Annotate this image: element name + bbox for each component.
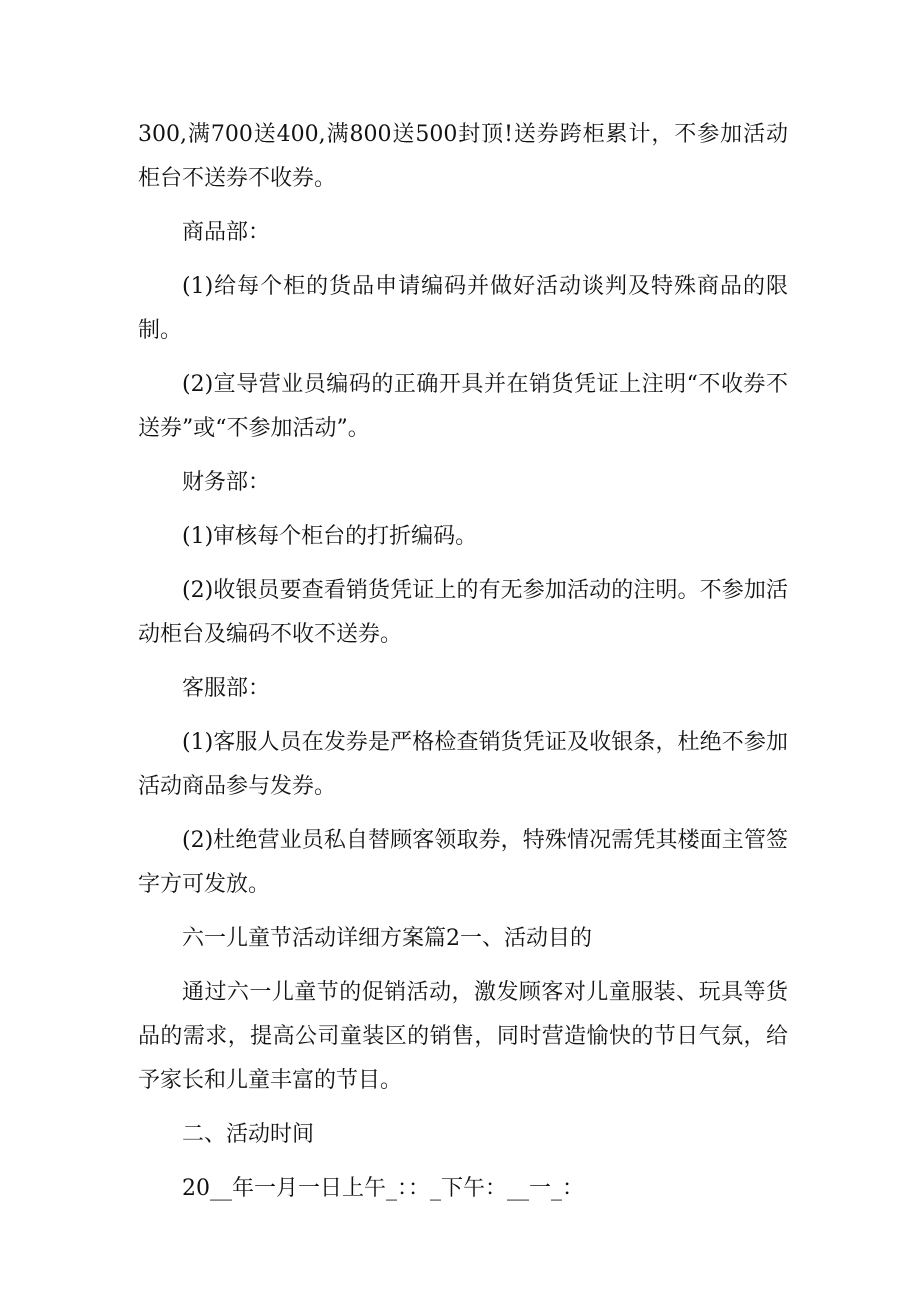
heading-finance-dept: 财务部： [182,470,271,495]
paragraph-finance-1: (1)审核每个柜台的打折编码。 [182,524,478,549]
heading-plan-2-purpose: 六一儿童节活动详细方案篇2一、活动目的 [182,926,592,951]
document-body [138,113,788,1221]
paragraph-purpose: 通过六一儿童节的促销活动，激发顾客对儿童服装、玩具等货品的需求，提高公司童装区的销售，同时营造愉快的节日气氛，给予家长和儿童丰富的节目。 [138,980,788,1093]
paragraph-merchandise-2: (2)宣导营业员编码的正确开具并在销货凭证上注明“不收券不送券”或“不参加活动”。 [138,372,788,441]
heading-merchandise-dept: 商品部： [182,220,271,245]
paragraph-finance-2: (2)收银员要查看销货凭证上的有无参加活动的注明。不参加活动柜台及编码不收不送券。 [138,578,788,647]
heading-customer-service-dept: 客服部： [182,676,271,701]
paragraph-merchandise-1: (1)给每个柜的货品申请编码并做好活动谈判及特殊商品的限制。 [138,274,788,343]
paragraph-continuation: 300,满700送400,满800送500封顶!送券跨柜累计，不参加活动柜台不送券不收券。 [138,122,788,191]
paragraph-customer-service-2: (2)杜绝营业员私自替顾客领取券，特殊情况需凭其楼面主管签字方可发放。 [138,828,788,897]
heading-activity-time: 二、活动时间 [182,1122,315,1147]
paragraph-customer-service-1: (1)客服人员在发券是严格检查销货凭证及收银条，杜绝不参加活动商品参与发券。 [138,730,788,799]
paragraph-activity-time: 20__年一月一日上午_：：_下午：__一_： [182,1176,584,1201]
